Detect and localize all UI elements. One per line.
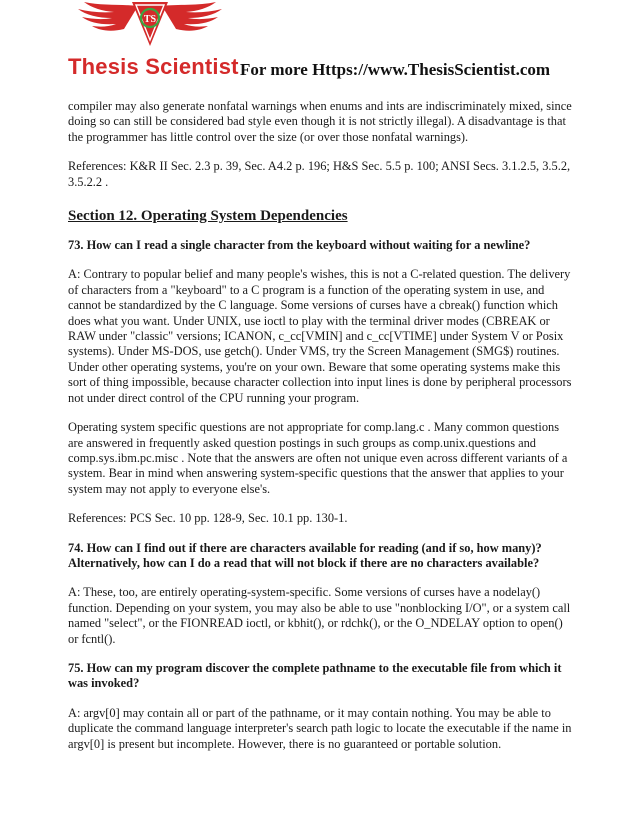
site-link[interactable]: For more Https://www.ThesisScientist.com bbox=[240, 60, 551, 79]
logo-monogram: TS bbox=[143, 14, 157, 25]
intro-paragraph: compiler may also generate nonfatal warnings when enums and ints are indiscriminately mixed, since doing so can still be considered bad style even though it is not strictly illegal). A disadvantage is that the programmer has little control over the size (or over those nonfatal warnings). bbox=[68, 99, 572, 144]
left-wing-icon bbox=[78, 2, 138, 31]
answer-73-paragraph-1: A: Contrary to popular belief and many people's wishes, this is not a C-related question. The delivery of characters from a "keyboard" to a C program is a function of the operating system in use, and cannot be standardized by the C language. Some versions of curses have a cbreak() function which does what you want. Under UNIX, use ioctl to play with the terminal driver modes (CBREAK or RAW under "classic" versions; ICANON, c_cc[VMIN] and c_cc[VTIME] under System V or Posix systems). Under MS-DOS, use getch(). Under VMS, try the Screen Management (SMG$) routines. Under other operating systems, you're on your own. Beware that some operating systems make this sort of thing impossible, because character collection into input lines is done by peripheral processors not under direct control of the CPU running your program. bbox=[68, 267, 572, 405]
answer-73-paragraph-2: Operating system specific questions are not appropriate for comp.lang.c . Many common questions are answered in frequently asked question postings in such groups as comp.unix.questions and comp.sys.ibm.pc.misc . Note that the answers are often not unique even across different variants of a system. Bear in mind when answering system-specific questions that the answer that applies to your system may not apply to everyone else's. bbox=[68, 420, 568, 496]
logo-wordmark: Thesis Scientist bbox=[68, 54, 239, 79]
answer-75: A: argv[0] may contain all or part of the pathname, or it may contain nothing. You may be able to duplicate the command language interpreter's search path logic to locate the executable if the name in argv[0] is present but incomplete. However, there is no guaranteed or portable solution. bbox=[68, 705, 572, 751]
right-wing-icon bbox=[162, 2, 222, 31]
answer-73-references: References: PCS Sec. 10 pp. 128-9, Sec. 10.1 pp. 130-1. bbox=[68, 511, 348, 526]
question-75: 75. How can my program discover the complete pathname to the executable file from which it was invoked? bbox=[68, 660, 562, 691]
question-73: 73. How can I read a single character from the keyboard without waiting for a newline? bbox=[68, 238, 531, 253]
page-header bbox=[0, 0, 638, 92]
question-74: 74. How can I find out if there are characters available for reading (and if so, how many)? Alternatively, how can I do a read that will not block if there are no characters available? bbox=[68, 540, 542, 570]
document-body bbox=[68, 99, 574, 766]
answer-74: A: These, too, are entirely operating-system-specific. Some versions of curses have a nodelay() function. Depending on your system, you may also be able to use "nonblocking I/O", or a system call named "select", or the FIONREAD ioctl, or kbhit(), or rdchk(), or the O_NDELAY option to open() or fcntl(). bbox=[68, 585, 571, 646]
section-title: Section 12. Operating System Dependencies bbox=[68, 208, 348, 225]
intro-references: References: K&R II Sec. 2.3 p. 39, Sec. A4.2 p. 196; H&S Sec. 5.5 p. 100; ANSI Secs. 3.1.2.5, 3.5.2, 3.5.2.2 . bbox=[68, 159, 571, 189]
